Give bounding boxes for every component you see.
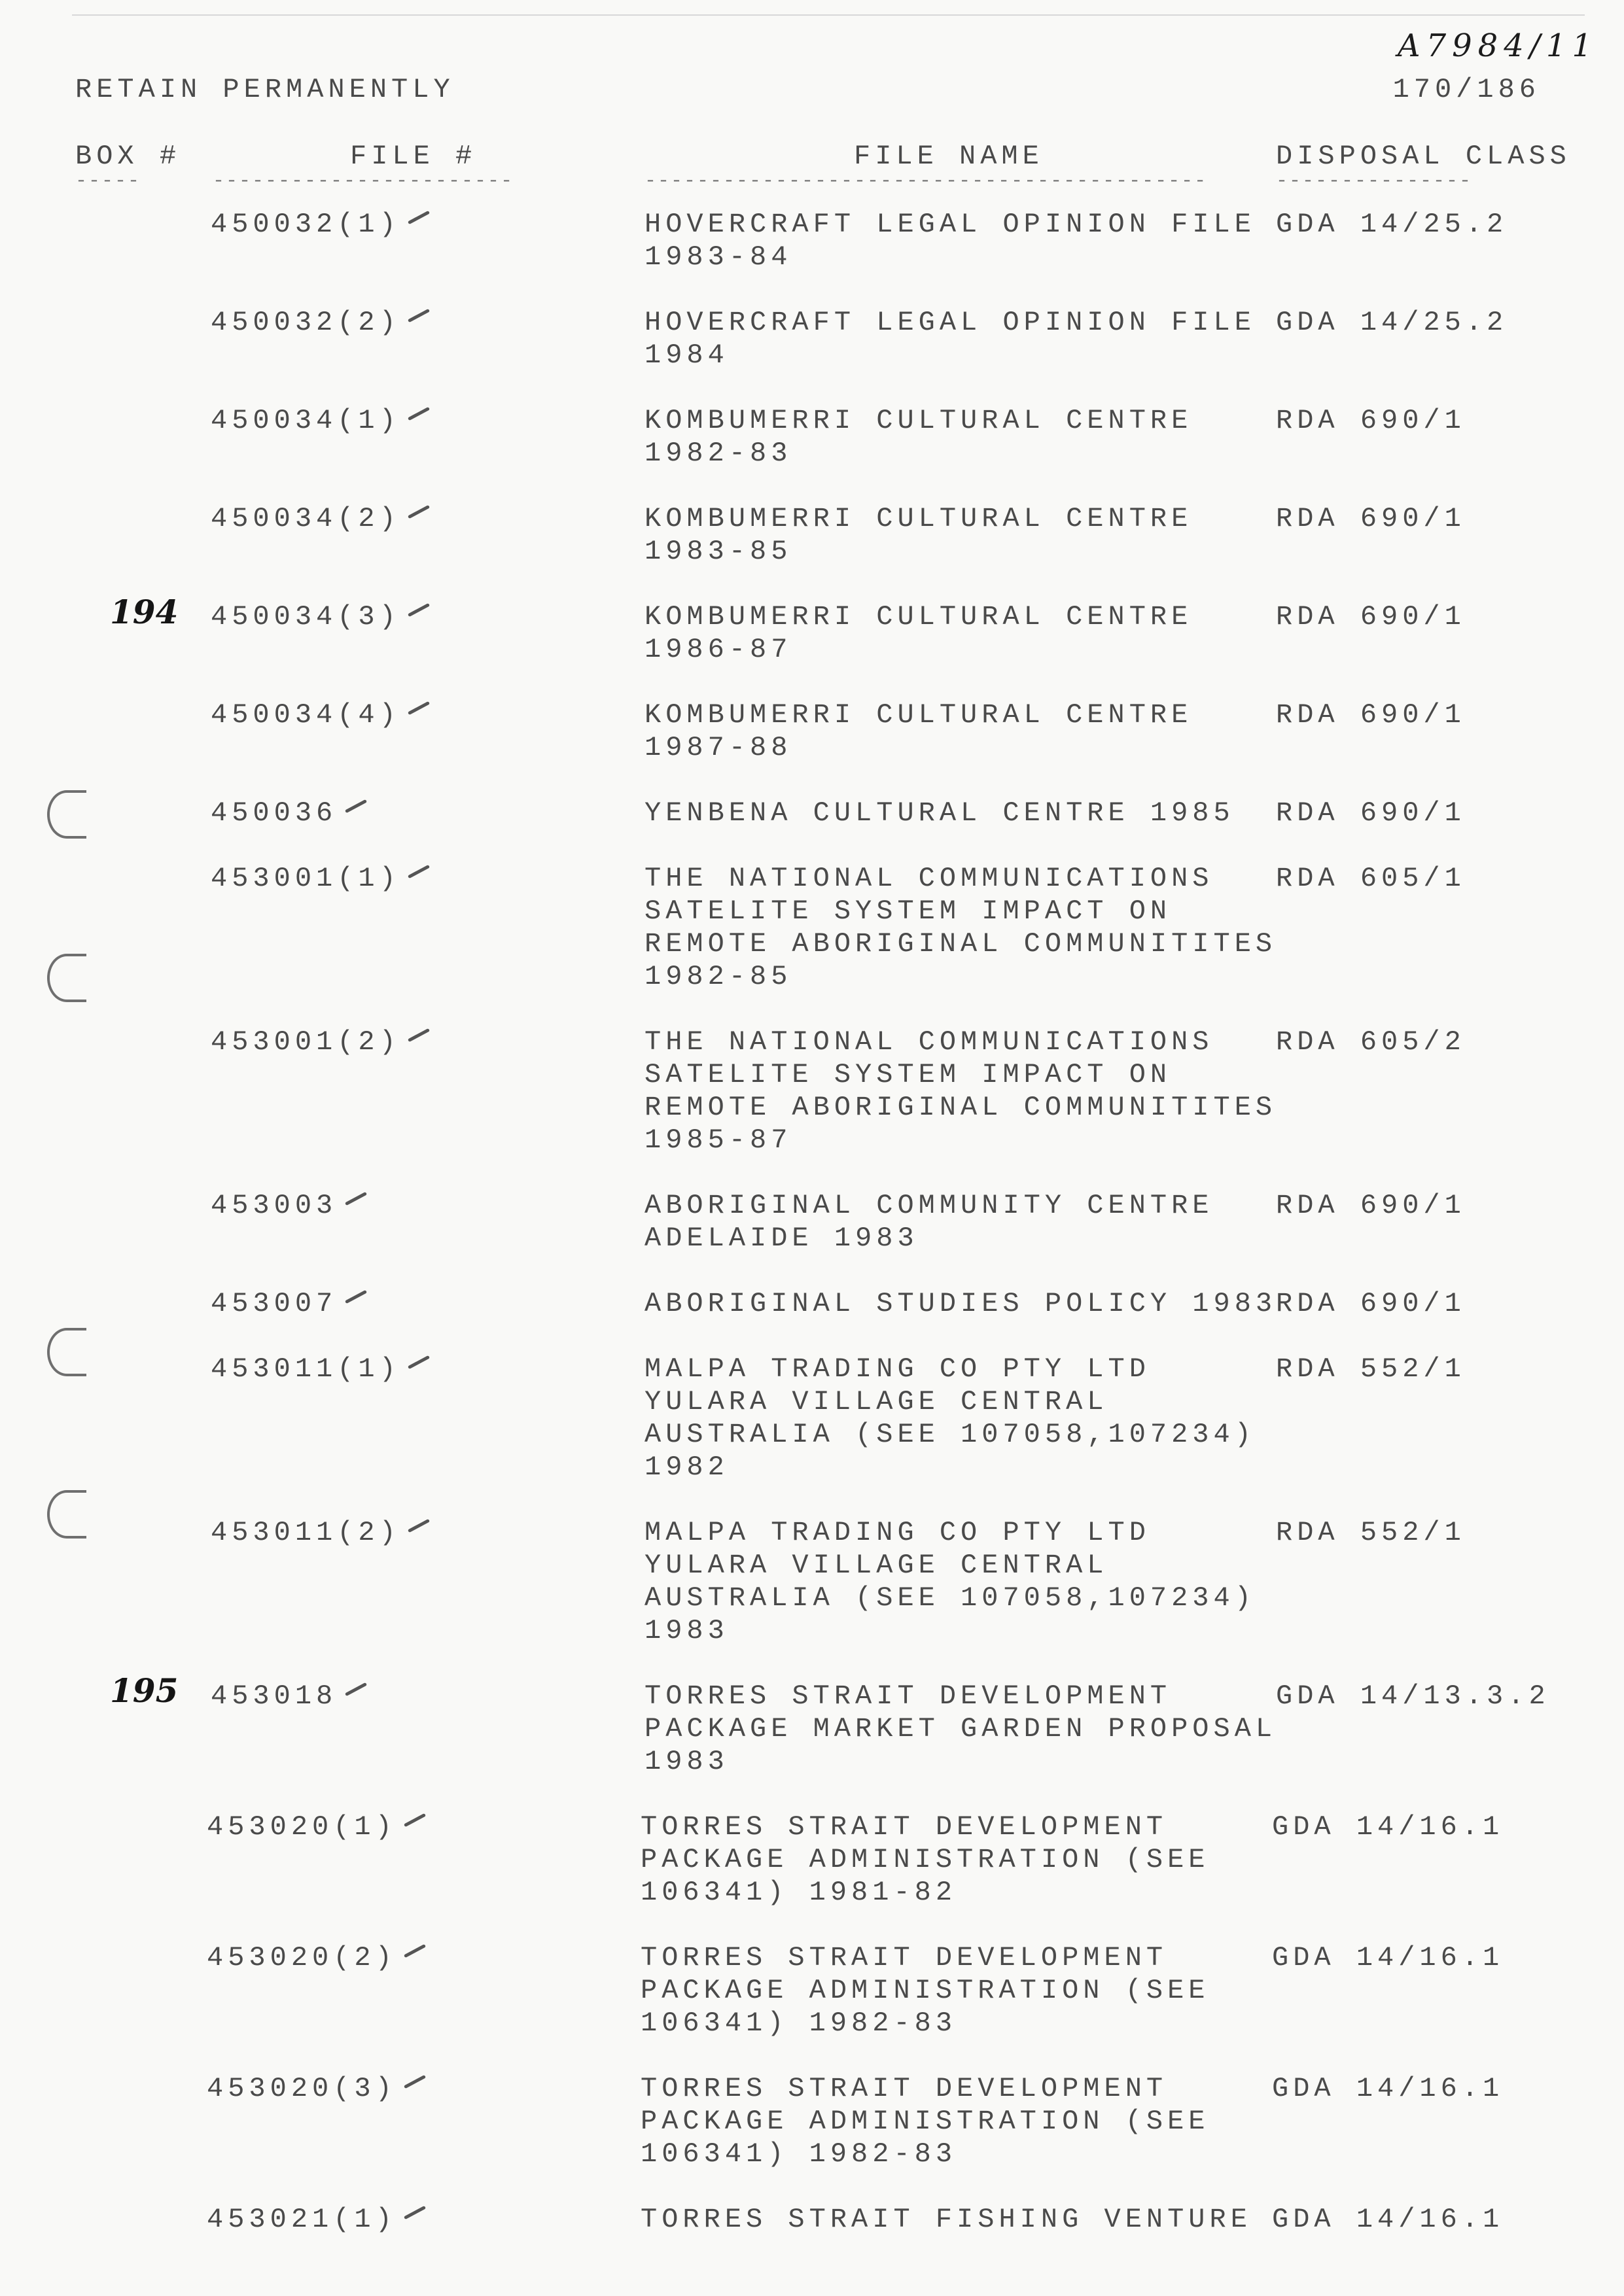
file-name-line: 1987-88: [644, 732, 792, 763]
file-number: 453011(1): [211, 1353, 400, 1385]
file-number: 453001(1): [211, 863, 400, 894]
file-name-line: TORRES STRAIT FISHING VENTURE: [641, 2204, 1252, 2235]
file-name: [641, 2072, 1210, 2170]
page-range: 170/186: [1392, 74, 1540, 105]
check-mark-icon: [408, 603, 430, 617]
disposal-class: RDA 605/1: [1276, 863, 1466, 894]
file-name: [641, 2203, 1252, 2236]
disposal-class: GDA 14/16.1: [1272, 1942, 1504, 1974]
file-name-line: TORRES STRAIT DEVELOPMENT: [644, 1680, 1172, 1712]
file-name-line: PACKAGE MARKET GARDEN PROPOSAL: [644, 1713, 1277, 1745]
file-number: 453020(2): [207, 1942, 397, 1974]
file-name-line: KOMBUMERRI CULTURAL CENTRE: [644, 405, 1193, 436]
disposal-class: GDA 14/25.2: [1276, 209, 1508, 240]
column-header-disposal-class: DISPOSAL CLASS: [1276, 141, 1571, 172]
disposal-class: RDA 552/1: [1276, 1353, 1466, 1385]
file-name-line: 1982: [644, 1452, 729, 1483]
disposal-class: RDA 690/1: [1276, 699, 1466, 731]
check-mark-icon: [408, 211, 430, 224]
file-name-line: THE NATIONAL COMMUNICATIONS: [644, 863, 1214, 894]
top-edge-line: [72, 14, 1585, 16]
separator-file-name: -------------------------------------------: [644, 170, 1208, 192]
file-name-line: 1982-85: [644, 961, 792, 992]
file-number: 450032(1): [211, 209, 400, 240]
file-name-line: 1986-87: [644, 634, 792, 665]
file-name: [644, 404, 1192, 470]
file-name-line: SATELITE SYSTEM IMPACT ON: [644, 1059, 1172, 1090]
check-mark-icon: [404, 1813, 426, 1827]
check-mark-icon: [408, 1519, 430, 1533]
check-mark-icon: [345, 1682, 367, 1696]
file-name: [644, 797, 1235, 829]
separator-disposal-class: ---------------: [1276, 170, 1473, 192]
file-name-line: KOMBUMERRI CULTURAL CENTRE: [644, 503, 1193, 534]
check-mark-icon: [404, 2206, 426, 2219]
file-name-line: 1983: [644, 1746, 729, 1777]
check-mark-icon: [408, 309, 430, 322]
file-name: [644, 862, 1277, 993]
file-name-line: MALPA TRADING CO PTY LTD: [644, 1353, 1150, 1385]
file-number: 453020(1): [207, 1811, 397, 1843]
file-name-line: AUSTRALIA (SEE 107058,107234): [644, 1582, 1256, 1614]
disposal-class: RDA 605/2: [1276, 1026, 1466, 1058]
check-mark-icon: [404, 1944, 426, 1958]
punch-hole: [47, 1490, 86, 1539]
file-name: [641, 1811, 1210, 1909]
file-name-line: KOMBUMERRI CULTURAL CENTRE: [644, 699, 1193, 731]
file-name-line: HOVERCRAFT LEGAL OPINION FILE: [644, 307, 1256, 338]
file-name-line: ABORIGINAL COMMUNITY CENTRE: [644, 1190, 1214, 1221]
check-mark-icon: [408, 701, 430, 715]
file-number: 453003: [211, 1190, 338, 1221]
check-mark-icon: [345, 1290, 367, 1304]
punch-hole: [47, 954, 86, 1002]
file-name-line: SATELITE SYSTEM IMPACT ON: [644, 896, 1172, 927]
column-header-box: BOX #: [75, 141, 181, 172]
disposal-class: RDA 690/1: [1276, 601, 1466, 633]
file-name-line: PACKAGE ADMINISTRATION (SEE: [641, 1975, 1210, 2006]
disposal-class: RDA 690/1: [1276, 405, 1466, 436]
check-mark-icon: [345, 799, 367, 813]
file-name: [644, 1516, 1256, 1647]
file-number: 453018: [211, 1680, 338, 1712]
file-name-line: 106341) 1982-83: [641, 2138, 957, 2170]
check-mark-icon: [408, 505, 430, 519]
punch-hole: [47, 1328, 86, 1376]
file-name-line: YULARA VILLAGE CENTRAL: [644, 1386, 1108, 1418]
column-header-file: FILE #: [350, 141, 477, 172]
check-mark-icon: [345, 1192, 367, 1206]
file-name: [644, 208, 1256, 273]
handwritten-reference: A7984/11: [1397, 27, 1598, 64]
file-name: [641, 1941, 1210, 2040]
file-number: 450034(4): [211, 699, 400, 731]
file-name: [644, 600, 1192, 666]
file-name-line: THE NATIONAL COMMUNICATIONS: [644, 1026, 1214, 1058]
file-name-line: PACKAGE ADMINISTRATION (SEE: [641, 2106, 1210, 2137]
separator-file: -----------------------: [213, 170, 514, 192]
file-name-line: AUSTRALIA (SEE 107058,107234): [644, 1419, 1256, 1450]
retain-label: RETAIN PERMANENTLY: [75, 74, 455, 105]
disposal-class: RDA 690/1: [1276, 797, 1466, 829]
file-name-line: YULARA VILLAGE CENTRAL: [644, 1550, 1108, 1581]
file-name: [644, 1353, 1256, 1484]
file-name-line: HOVERCRAFT LEGAL OPINION FILE: [644, 209, 1256, 240]
file-name: [644, 306, 1256, 372]
file-name-line: KOMBUMERRI CULTURAL CENTRE: [644, 601, 1193, 633]
file-number: 450032(2): [211, 307, 400, 338]
file-number: 453020(3): [207, 2073, 397, 2104]
disposal-class: RDA 690/1: [1276, 503, 1466, 534]
file-name-line: ABORIGINAL STUDIES POLICY 1983: [644, 1288, 1277, 1319]
file-name-line: REMOTE ABORIGINAL COMMUNITITES: [644, 1092, 1277, 1123]
file-name-line: YENBENA CULTURAL CENTRE 1985: [644, 797, 1235, 829]
file-name-line: PACKAGE ADMINISTRATION (SEE: [641, 1844, 1210, 1875]
file-number: 450036: [211, 797, 338, 829]
check-mark-icon: [408, 865, 430, 878]
file-name-line: 1984: [644, 339, 729, 371]
file-name-line: 1983-85: [644, 536, 792, 567]
check-mark-icon: [408, 1028, 430, 1042]
check-mark-icon: [404, 2075, 426, 2089]
box-number-annotation: 195: [110, 1671, 179, 1710]
file-number: 453011(2): [211, 1517, 400, 1548]
file-name: [644, 699, 1192, 764]
disposal-class: GDA 14/16.1: [1272, 1811, 1504, 1843]
file-number: 453001(2): [211, 1026, 400, 1058]
file-name-line: TORRES STRAIT DEVELOPMENT: [641, 1942, 1168, 1974]
file-number: 450034(2): [211, 503, 400, 534]
disposal-class: GDA 14/13.3.2: [1276, 1680, 1550, 1712]
file-name: [644, 1189, 1214, 1255]
file-name-line: 1983-84: [644, 241, 792, 273]
file-name: [644, 1026, 1277, 1157]
check-mark-icon: [408, 407, 430, 421]
file-number: 453021(1): [207, 2204, 397, 2235]
disposal-class: RDA 690/1: [1276, 1288, 1466, 1319]
file-name-line: MALPA TRADING CO PTY LTD: [644, 1517, 1150, 1548]
file-number: 453007: [211, 1288, 338, 1319]
disposal-class: GDA 14/25.2: [1276, 307, 1508, 338]
file-name-line: TORRES STRAIT DEVELOPMENT: [641, 1811, 1168, 1843]
punch-hole: [47, 790, 86, 839]
disposal-class: RDA 552/1: [1276, 1517, 1466, 1548]
check-mark-icon: [408, 1355, 430, 1369]
disposal-class: RDA 690/1: [1276, 1190, 1466, 1221]
file-name: [644, 502, 1192, 568]
disposal-class: GDA 14/16.1: [1272, 2073, 1504, 2104]
file-name-line: 1985-87: [644, 1124, 792, 1156]
file-name-line: 1983: [644, 1615, 729, 1646]
box-number-annotation: 194: [110, 593, 179, 631]
file-number: 450034(3): [211, 601, 400, 633]
file-name-line: 106341) 1982-83: [641, 2008, 957, 2039]
file-number: 450034(1): [211, 405, 400, 436]
file-name: [644, 1287, 1277, 1320]
file-name-line: 1982-83: [644, 438, 792, 469]
file-name-line: 106341) 1981-82: [641, 1877, 957, 1908]
disposal-class: GDA 14/16.1: [1272, 2204, 1504, 2235]
file-name-line: ADELAIDE 1983: [644, 1223, 919, 1254]
file-name: [644, 1680, 1277, 1778]
file-name-line: REMOTE ABORIGINAL COMMUNITITES: [644, 928, 1277, 960]
file-name-line: TORRES STRAIT DEVELOPMENT: [641, 2073, 1168, 2104]
separator-box: -----: [75, 170, 141, 192]
column-header-file-name: FILE NAME: [854, 141, 1044, 172]
